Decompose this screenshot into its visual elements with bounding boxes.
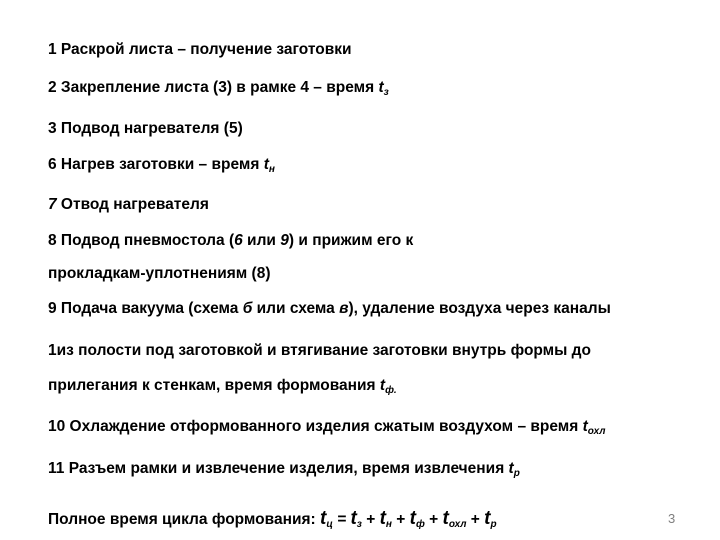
step-1: 1 Раскрой листа – получение заготовки [48, 41, 352, 58]
step-9-continued-2: прилегания к стенкам, время формования $t_{ф.}$ [48, 377, 397, 396]
step-8: 8 Подвод пневмостола (6 или 9) и прижим его к [48, 232, 414, 249]
step-7: 7 Отвод нагревателя [48, 196, 209, 213]
step-10: 10 Охлаждение отформованного изделия сжатым воздухом – время $t_{охл}$ [48, 418, 606, 437]
step-9-continued-1: 1из полости под заготовкой и втягивание заготовки внутрь формы до [48, 342, 591, 359]
step-3: 3 Подвод нагревателя (5) [48, 120, 243, 137]
step-11: 11 Разъем рамки и извлечение изделия, время извлечения $t_р$ [48, 460, 520, 479]
total-cycle-time-formula: Полное время цикла формования: $t_ц = t_з + t_н + t_ф + t_{охл} + t_р$ [48, 508, 497, 530]
step-6: 6 Нагрев заготовки – время $t_н$ [48, 156, 275, 175]
step-9: 9 Подача вакуума (схема б или схема в), удаление воздуха через каналы [48, 300, 611, 317]
step-2: 2 Закрепление листа (3) в рамке 4 – время $t_з$ [48, 79, 389, 98]
page-number: 3 [668, 511, 676, 526]
step-8-continued: прокладкам-уплотнениям (8) [48, 265, 271, 282]
